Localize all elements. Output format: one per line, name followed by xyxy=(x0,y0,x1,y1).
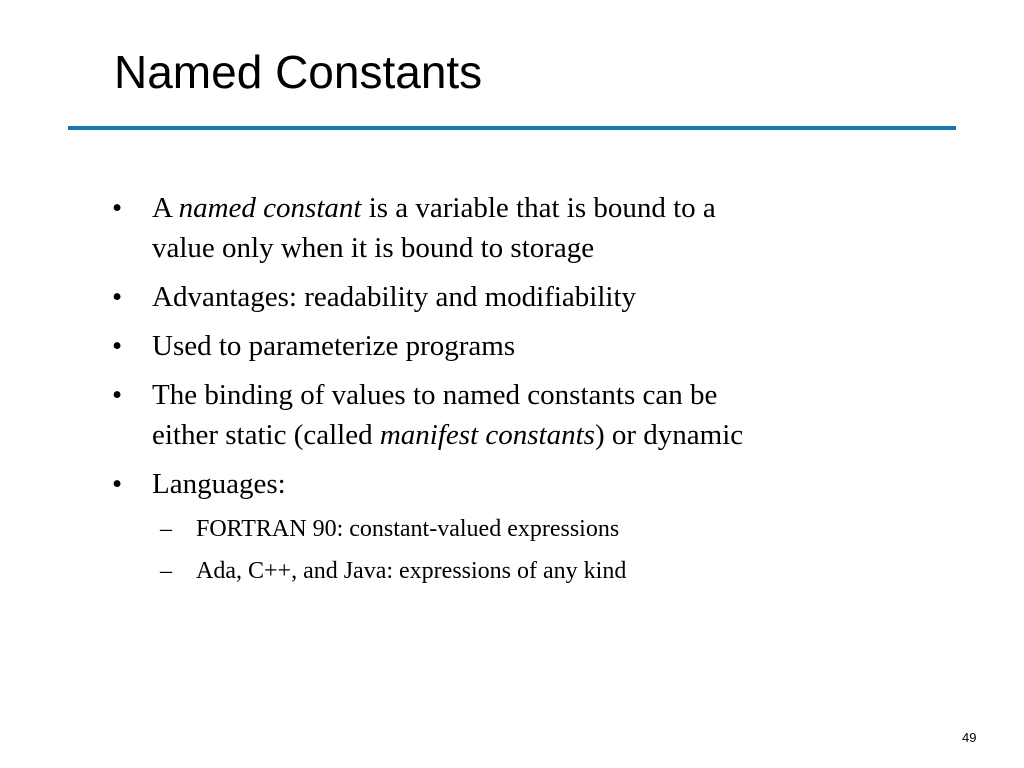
slide-body xyxy=(112,188,972,597)
sub-bullet-item xyxy=(160,513,972,546)
bullet-item xyxy=(112,277,972,317)
bullet-item xyxy=(112,464,972,504)
bullet-text xyxy=(152,188,972,268)
sub-bullet-text: Ada, C++, and Java: expressions of any kind xyxy=(196,558,627,584)
bullet-text: Languages: xyxy=(152,468,286,500)
bullet-item xyxy=(112,326,972,366)
slide-title: Named Constants xyxy=(114,46,483,98)
bullet-text-segment: is a variable that is bound to a xyxy=(361,192,716,224)
bullet-italic-term: manifest constants xyxy=(379,419,595,451)
sub-bullet-marker: – xyxy=(160,516,172,542)
bullet-text: Advantages: readability and modifiability xyxy=(152,281,637,313)
bullet-text-segment: A xyxy=(152,192,179,224)
bullet-text-segment: The binding of values to named constants can be xyxy=(152,379,718,411)
bullet-item xyxy=(112,375,972,455)
bullet-text: Used to parameterize programs xyxy=(152,330,516,362)
bullet-text-segment: ) or dynamic xyxy=(594,419,744,451)
sub-bullet-marker: – xyxy=(160,558,172,584)
bullet-text-segment: value only when it is bound to storage xyxy=(152,232,595,264)
bullet-text xyxy=(152,375,972,455)
title-underline xyxy=(68,126,956,130)
page-number: 49 xyxy=(962,730,977,745)
bullet-marker: • xyxy=(112,379,123,411)
bullet-marker: • xyxy=(112,281,123,313)
bullet-marker: • xyxy=(112,330,123,362)
sub-bullet-item xyxy=(160,555,972,588)
bullet-text-segment: either static (called xyxy=(152,419,380,451)
bullet-item xyxy=(112,188,972,268)
sub-bullet-text: FORTRAN 90: constant-valued expressions xyxy=(196,516,620,542)
bullet-marker: • xyxy=(112,468,123,500)
bullet-italic-term: named constant xyxy=(178,192,362,224)
bullet-marker: • xyxy=(112,192,123,224)
